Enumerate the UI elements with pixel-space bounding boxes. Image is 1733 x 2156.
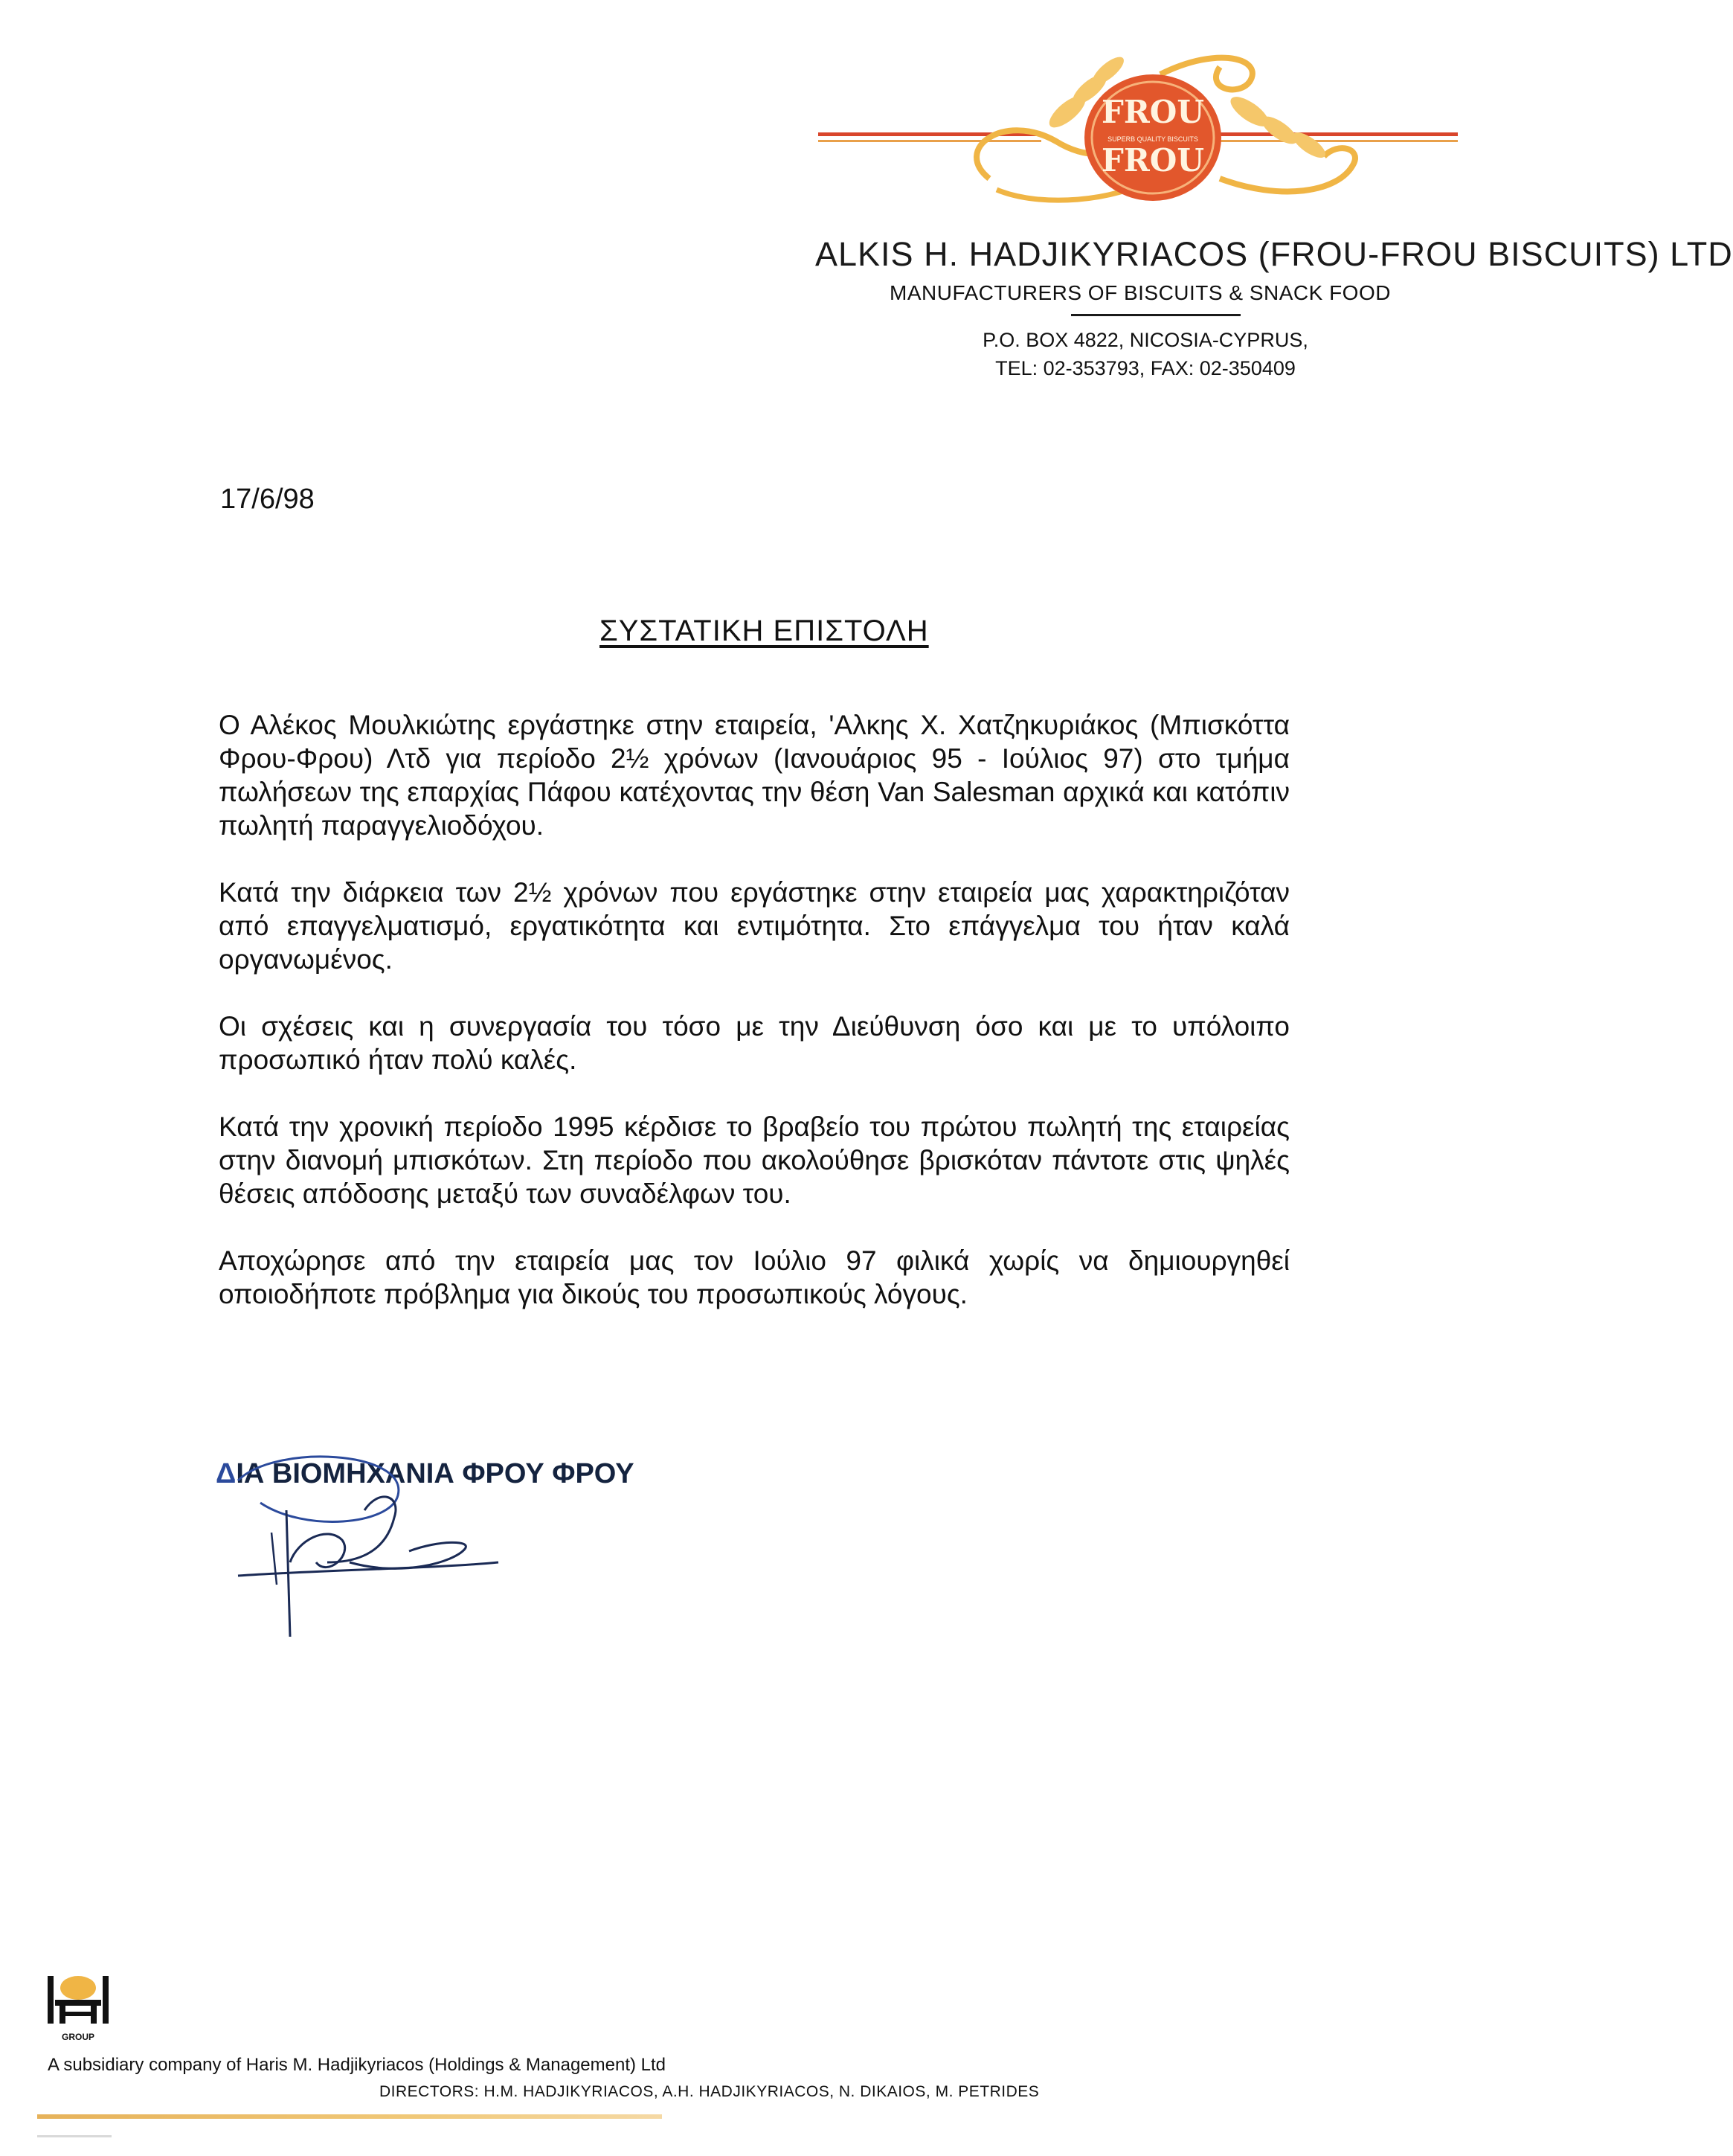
group-logo-label: GROUP <box>61 2032 95 2042</box>
company-address <box>959 326 1331 382</box>
letter-paragraph-3: Οι σχέσεις και η συνεργασία του τόσο με την Διεύθυνση όσο και με το υπόλοιπο προσωπικό ήταν πολύ καλές. <box>219 1011 1290 1075</box>
logo-middle-text: SUPERB QUALITY BISCUITS <box>1107 135 1198 143</box>
frou-frou-logo <box>803 30 1473 223</box>
letter-paragraph-1: Ο Αλέκος Μουλκιώτης εργάστηκε στην εταιρεία, 'Αλκης Χ. Χατζηκυριάκος (Μπισκόττα Φρου-Φρου) Λτδ για περίοδο 2½ χρόνων (Ιανουάριος 95 - Ιούλιος 97) στο τμήμα πωλήσεων της επαρχίας Πάφου κατέχοντας την θέση Van Salesman αρχικά και κατόπιν πωλητή παραγγελιοδόχου. <box>219 710 1290 841</box>
address-line-1: P.O. BOX 4822, NICOSIA-CYPRUS, <box>983 329 1308 351</box>
signature-block <box>216 1458 736 1652</box>
footer-divider-secondary <box>37 2135 112 2137</box>
letter-date: 17/6/98 <box>220 484 315 515</box>
footer-subsidiary: A subsidiary company of Haris M. Hadjikyriacos (Holdings & Management) Ltd <box>48 2055 666 2075</box>
company-subtitle: MANUFACTURERS OF BISCUITS & SNACK FOOD <box>890 281 1391 304</box>
signature-title-rest: ΙΑ ΒΙΟΜΗΧΑΝΙΑ ΦΡΟΥ ΦΡΟΥ <box>236 1458 634 1489</box>
handwritten-signature <box>216 1451 736 1652</box>
logo-bottom-text: FROU <box>1102 142 1204 179</box>
hh-group-logo <box>45 1971 112 2046</box>
company-name: ALKIS H. HADJIKYRIACOS (FROU-FROU BISCUITS) LTD <box>815 235 1733 273</box>
footer-directors: DIRECTORS: H.M. HADJIKYRIACOS, A.H. HADJIKYRIACOS, N. DIKAIOS, M. PETRIDES <box>379 2083 1040 2100</box>
footer-divider <box>37 2114 662 2119</box>
letter-paragraph-2: Κατά την διάρκεια των 2½ χρόνων που εργάστηκε στην εταιρεία μας χαρακτηριζόταν από επαγγελματισμό, εργατικότητα και εντιμότητα. Στο επάγγελμα του ήταν καλά οργανωμένος. <box>219 877 1290 975</box>
logo-top-text: FROU <box>1102 94 1204 130</box>
signature-title-first-letter: Δ <box>216 1458 237 1489</box>
address-line-2: TEL: 02-353793, FAX: 02-350409 <box>995 357 1296 379</box>
letter-body <box>219 708 1290 1344</box>
letter-subject: ΣΥΣΤΑΤΙΚΗ ΕΠΙΣΤΟΛΗ <box>599 615 929 647</box>
company-divider <box>1071 314 1241 316</box>
letter-paragraph-5: Αποχώρησε από την εταιρεία μας τον Ιούλιο 97 φιλικά χωρίς να δημιουργηθεί οποιοδήποτε πρόβλημα για δικούς του προσωπικούς λόγους. <box>219 1245 1290 1309</box>
letter-paragraph-4: Κατά την χρονική περίοδο 1995 κέρδισε το βραβείο του πρώτου πωλητή της εταιρείας στην διανομή μπισκότων. Στη περίοδο που ακολούθησε βρισκόταν πάντοτε στις ψηλές θέσεις απόδοσης μεταξύ των συναδέλφων του. <box>219 1111 1290 1209</box>
